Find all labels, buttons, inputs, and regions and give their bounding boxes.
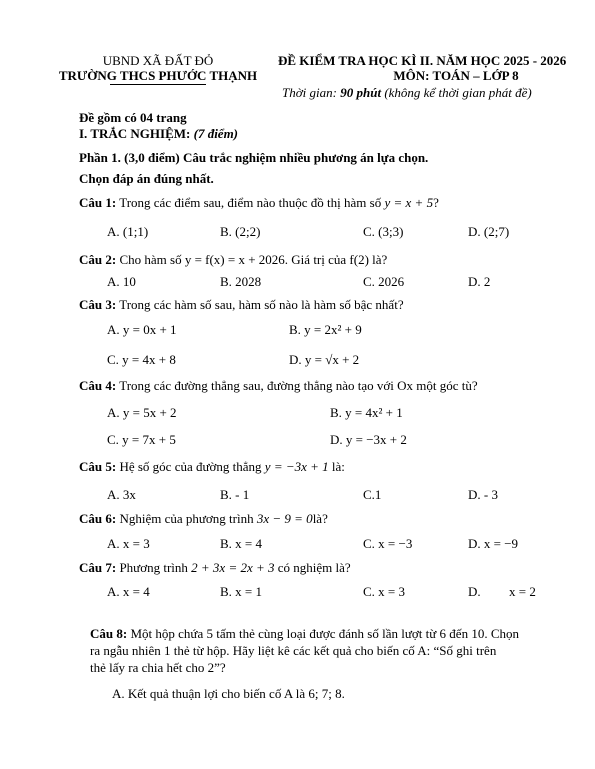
section-heading [79,126,238,142]
q5-option-c[interactable]: C.1 [363,487,382,502]
question-text: Nghiệm của phương trình [116,511,257,526]
question-1 [79,195,439,211]
question-8-line-3: thẻ lấy ra chia hết cho 2”? [90,660,226,675]
department-name: UBND XÃ ĐẤT ĐỎ [102,53,214,68]
instruction: Chọn đáp án đúng nhất. [79,171,214,186]
q7-option-c[interactable]: C. x = 3 [363,584,406,599]
question-5 [79,459,345,475]
time-value: 90 phút [340,85,382,100]
question-end: ? [433,195,439,210]
q5-option-a[interactable]: A. 3x [107,487,136,502]
question-end: là? [312,511,328,526]
q3-option-b[interactable]: B. y = 2x² + 9 [289,322,362,337]
q3-option-a[interactable]: A. y = 0x + 1 [107,322,177,337]
question-label: Câu 6: [79,511,117,526]
q3-option-d[interactable]: D. y = √x + 2 [289,352,360,367]
question-formula: 3x − 9 = 0 [256,511,313,526]
q1-option-c[interactable]: C. (3;3) [363,224,404,239]
q7-option-d-label[interactable]: D. [468,584,481,599]
question-label: Câu 7: [79,560,117,575]
question-label: Câu 2: [79,252,117,267]
q2-option-c[interactable]: C. 2026 [363,274,405,289]
question-formula: 2 + 3x = 2x + 3 [191,560,275,575]
q4-option-a[interactable]: A. y = 5x + 2 [107,405,177,420]
q7-option-a[interactable]: A. x = 4 [107,584,150,599]
time-label: Thời gian: [282,85,341,100]
q4-option-c[interactable]: C. y = 7x + 5 [107,432,176,447]
q5-option-d[interactable]: D. - 3 [468,487,498,502]
question-text: Một hộp chứa 5 tấm thẻ cùng loại được đánh số lần lượt từ 6 đến 10. Chọn [127,626,519,641]
q4-option-d[interactable]: D. y = −3x + 2 [330,432,407,447]
question-formula: y = x + 5 [384,195,434,210]
q2-option-d[interactable]: D. 2 [468,274,491,289]
question-label: Câu 8: [90,626,128,641]
question-label: Câu 3: [79,297,117,312]
school-name: TRƯỜNG THCS PHƯỚC THẠNH [58,68,258,83]
q7-option-b[interactable]: B. x = 1 [220,584,263,599]
section-points: (7 điểm) [193,126,239,141]
question-text: Trong các đường thẳng sau, đường thẳng nào tạo với Ox một góc tù? [116,378,478,393]
page-count: Đề gồm có 04 trang [79,110,187,125]
part-heading: Phần 1. (3,0 điểm) Câu trắc nghiệm nhiều phương án lựa chọn. [79,150,429,165]
question-formula: y = −3x + 1 [264,459,329,474]
q2-option-a[interactable]: A. 10 [107,274,136,289]
exam-title: ĐỀ KIỂM TRA HỌC KÌ II. NĂM HỌC 2025 - 2026 [278,53,567,68]
question-3 [79,297,404,313]
q8-answer-a: A. Kết quả thuận lợi cho biến cố A là 6; 7; 8. [112,686,345,701]
q6-option-b[interactable]: B. x = 4 [220,536,263,551]
time-line [282,85,532,101]
q7-option-d-value: x = 2 [509,584,536,599]
question-text: Trong các điểm sau, điểm nào thuộc đồ thị hàm số [116,195,385,210]
q1-option-b[interactable]: B. (2;2) [220,224,261,239]
question-8-line-2: ra ngẫu nhiên 1 thẻ từ hộp. Hãy liệt kê các kết quả cho biến cố A: “Số ghi trên [90,643,497,658]
q6-option-d[interactable]: D. x = −9 [468,536,519,551]
question-text: Cho hàm số y = f(x) = x + 2026. Giá trị của f(2) là? [116,252,388,267]
q6-option-c[interactable]: C. x = −3 [363,536,413,551]
question-end: là: [328,459,345,474]
time-note: (không kể thời gian phát đề) [381,85,532,100]
question-text: Phương trình [116,560,192,575]
q6-option-a[interactable]: A. x = 3 [107,536,150,551]
q1-option-d[interactable]: D. (2;7) [468,224,510,239]
question-text: Hệ số góc của đường thẳng [116,459,265,474]
q4-option-b[interactable]: B. y = 4x² + 1 [330,405,403,420]
q2-option-b[interactable]: B. 2028 [220,274,262,289]
question-label: Câu 1: [79,195,117,210]
question-2 [79,252,387,268]
question-end: có nghiệm là? [274,560,351,575]
question-label: Câu 4: [79,378,117,393]
question-7 [79,560,351,576]
question-4 [79,378,478,394]
section-title: I. TRẮC NGHIỆM: [79,126,194,141]
question-6 [79,511,328,527]
q5-option-b[interactable]: B. - 1 [220,487,250,502]
q3-option-c[interactable]: C. y = 4x + 8 [107,352,176,367]
question-label: Câu 5: [79,459,117,474]
question-8-line-1 [90,626,519,642]
school-underline [110,84,206,85]
subject-line: MÔN: TOÁN – LỚP 8 [393,68,519,83]
q1-option-a[interactable]: A. (1;1) [107,224,149,239]
question-text: Trong các hàm số sau, hàm số nào là hàm số bậc nhất? [116,297,404,312]
